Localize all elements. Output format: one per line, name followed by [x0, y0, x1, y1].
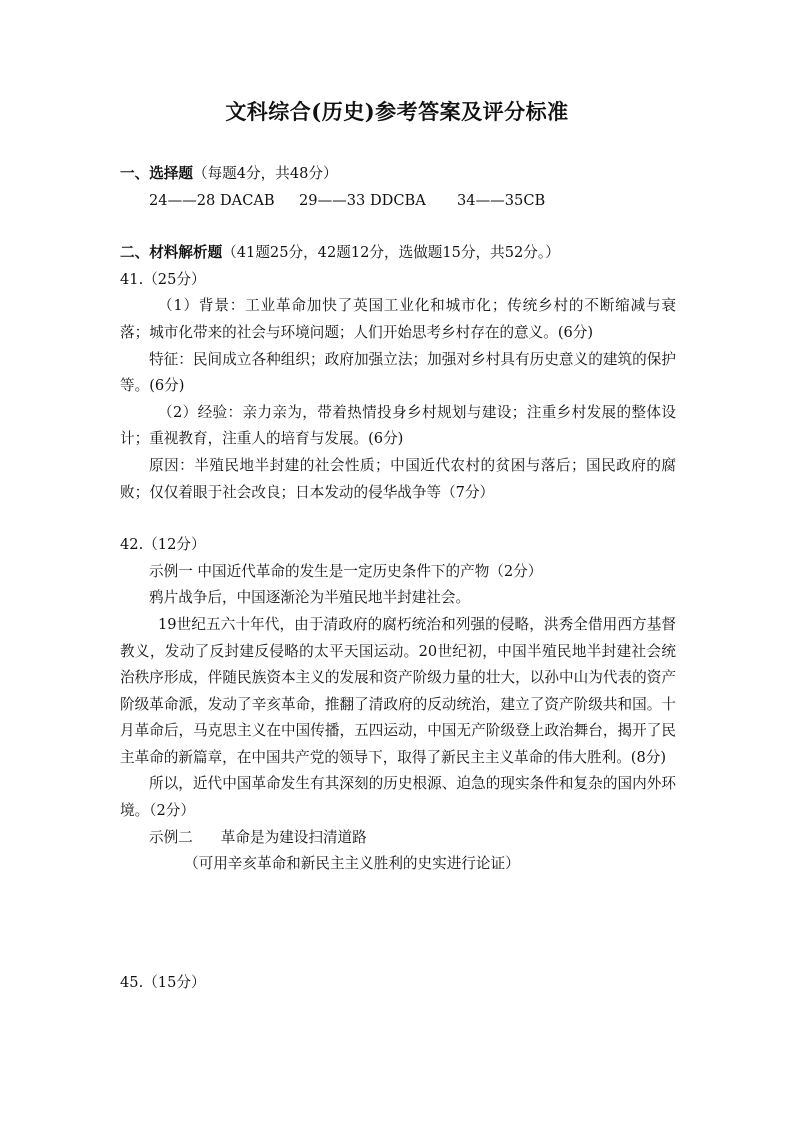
page-title: 文科综合(历史)参考答案及评分标准 — [225, 99, 569, 124]
q41-paragraph-background: （1）背景：工业革命加快了英国工业化和城市化；传统乡村的不断缩减与衰落；城市化带来的社会与环境问题；人们开始思考乡村存在的意义。(6分) — [120, 297, 676, 341]
q41-paragraph-features: 特征：民间成立各种组织；政府加强立法；加强对乡村具有历史意义的建筑的保护等。(6分) — [120, 350, 676, 395]
q42-paragraph-conclusion: 所以，近代中国革命发生有其深刻的历史根源、迫急的现实条件和复杂的国内外环境。（2分） — [120, 775, 676, 820]
answer-group-2: 29——33 DDCBA — [299, 191, 426, 209]
q42-example2-note: （可用辛亥革命和新民主主义胜利的史实进行论证） — [184, 855, 520, 873]
answer-group-3: 34——35CB — [457, 191, 546, 209]
section1-heading: 一、选择题 — [120, 165, 193, 182]
q42-example2-text: 革命是为建设扫清道路 — [220, 828, 367, 846]
section2-note: （41题25分，42题12分，选做题15分，共52分。） — [222, 244, 560, 262]
q42-example1-thesis: 示例一 中国近代革命的发生是一定历史条件下的产物（2分） — [149, 562, 543, 580]
q42-label: 42.（12分） — [120, 536, 206, 554]
q42-paragraph-revolutions: 19世纪五六十年代，由于清政府的腐朽统治和列强的侵略，洪秀全借用西方基督教义，发动了反封建反侵略的太平天国运动。20世纪初，中国半殖民地半封建社会统治秩序形成，伴随民族资本主义的发展和资产阶级力量的壮大，以孙中山为代表的资产阶级革命派，发动了辛亥革命，推翻了清政府的反动统治，建立了资产阶级共和国。十月革命后，马克思主义在中国传播，五四运动，中国无产阶级登上政治舞台，揭开了民主革命的新篇章，在中国共产党的领导下，取得了新民主主义革命的伟大胜利。(8分) — [120, 615, 676, 766]
q41-paragraph-experience: （2）经验：亲力亲为，带着热情投身乡村规划与建设；注重乡村发展的整体设计；重视教育，注重人的培育与发展。(6分) — [120, 403, 676, 448]
q42-example2-label: 示例二 — [149, 828, 193, 846]
answer-group-1: 24——28 DACAB — [149, 191, 275, 209]
q41-label: 41.（25分） — [120, 270, 206, 288]
spacer — [120, 506, 676, 532]
section1-header — [120, 161, 676, 188]
spacer — [120, 878, 676, 970]
section1-answers — [120, 188, 676, 215]
q45-label: 45.（15分） — [120, 973, 206, 991]
section2-header — [120, 240, 676, 267]
section1-note: （每题4分，共48分） — [192, 165, 338, 182]
spacer — [120, 214, 676, 240]
q42-example2-thesis — [120, 825, 676, 852]
q42-paragraph-opium-war: 鸦片战争后，中国逐渐沦为半殖民地半封建社会。 — [149, 589, 471, 607]
section2-heading: 二、材料解析题 — [120, 244, 223, 262]
q41-paragraph-reasons: 原因：半殖民地半封建的社会性质；中国近代农村的贫困与落后；国民政府的腐败；仅仅着眼于社会改良；日本发动的侵华战争等（7分） — [120, 456, 676, 501]
document-body — [120, 161, 676, 996]
